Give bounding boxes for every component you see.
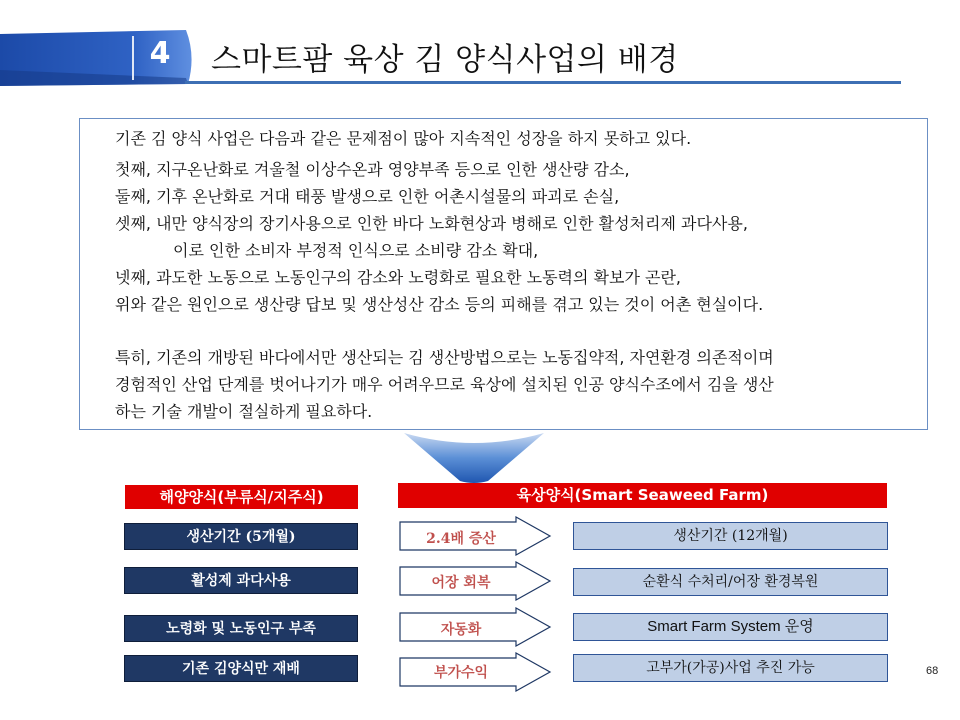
land-farming-header: 육상양식(Smart Seaweed Farm) <box>398 483 887 508</box>
intro-line: 둘째, 기후 온난화로 거대 태풍 발생으로 인한 어촌시설물의 파괴로 손실, <box>115 187 620 206</box>
ocean-item: 생산기간 (5개월) <box>124 523 358 550</box>
intro-line: 첫째, 지구온난화로 겨울철 이상수온과 영양부족 등으로 인한 생산량 감소, <box>115 160 630 179</box>
section-number: 4 <box>149 36 171 71</box>
land-item: 순환식 수처리/어장 환경복원 <box>573 568 888 596</box>
ribbon-divider <box>132 36 134 80</box>
intro-line: 경험적인 산업 단계를 벗어나기가 매우 어려우므로 육상에 설치된 인공 양식수조에서 김을 생산 <box>115 375 774 394</box>
intro-line: 기존 김 양식 사업은 다음과 같은 문제점이 많아 지속적인 성장을 하지 못하고 있다. <box>115 129 692 148</box>
benefit-label: 자동화 <box>440 622 482 638</box>
intro-line: 하는 기술 개발이 절실하게 필요하다. <box>115 402 373 421</box>
ocean-item: 노령화 및 노동인구 부족 <box>124 615 358 642</box>
ocean-item: 활성제 과다사용 <box>124 567 358 594</box>
intro-line: 이로 인한 소비자 부정적 인식으로 소비량 감소 확대, <box>173 241 539 260</box>
ocean-item: 기존 김양식만 재배 <box>124 655 358 682</box>
intro-line: 위와 같은 원인으로 생산량 답보 및 생산성산 감소 등의 피해를 겪고 있는 것이 어촌 현실이다. <box>115 295 764 314</box>
title-underline <box>185 81 901 84</box>
intro-line: 셋째, 내만 양식장의 장기사용으로 인한 바다 노화현상과 병해로 인한 활성처리제 과다사용, <box>115 214 748 233</box>
land-item: 고부가(가공)사업 추진 가능 <box>573 654 888 682</box>
intro-line: 특히, 기존의 개방된 바다에서만 생산되는 김 생산방법으로는 노동집약적, 자연환경 의존적이며 <box>115 348 774 367</box>
benefit-label: 부가수익 <box>433 665 489 681</box>
down-arrow-icon <box>404 431 544 483</box>
benefit-label: 2.4배 증산 <box>426 531 496 547</box>
land-item: Smart Farm System 운영 <box>573 613 888 641</box>
land-item: 생산기간 (12개월) <box>573 522 888 550</box>
ocean-farming-header: 해양양식(부류식/지주식) <box>125 485 358 509</box>
page-title: 스마트팜 육상 김 양식사업의 배경 <box>211 42 679 78</box>
intro-line: 넷째, 과도한 노동으로 노동인구의 감소와 노령화로 필요한 노동력의 확보가 곤란, <box>115 268 681 287</box>
benefit-label: 어장 회복 <box>431 575 491 591</box>
page-number: 68 <box>926 665 939 677</box>
